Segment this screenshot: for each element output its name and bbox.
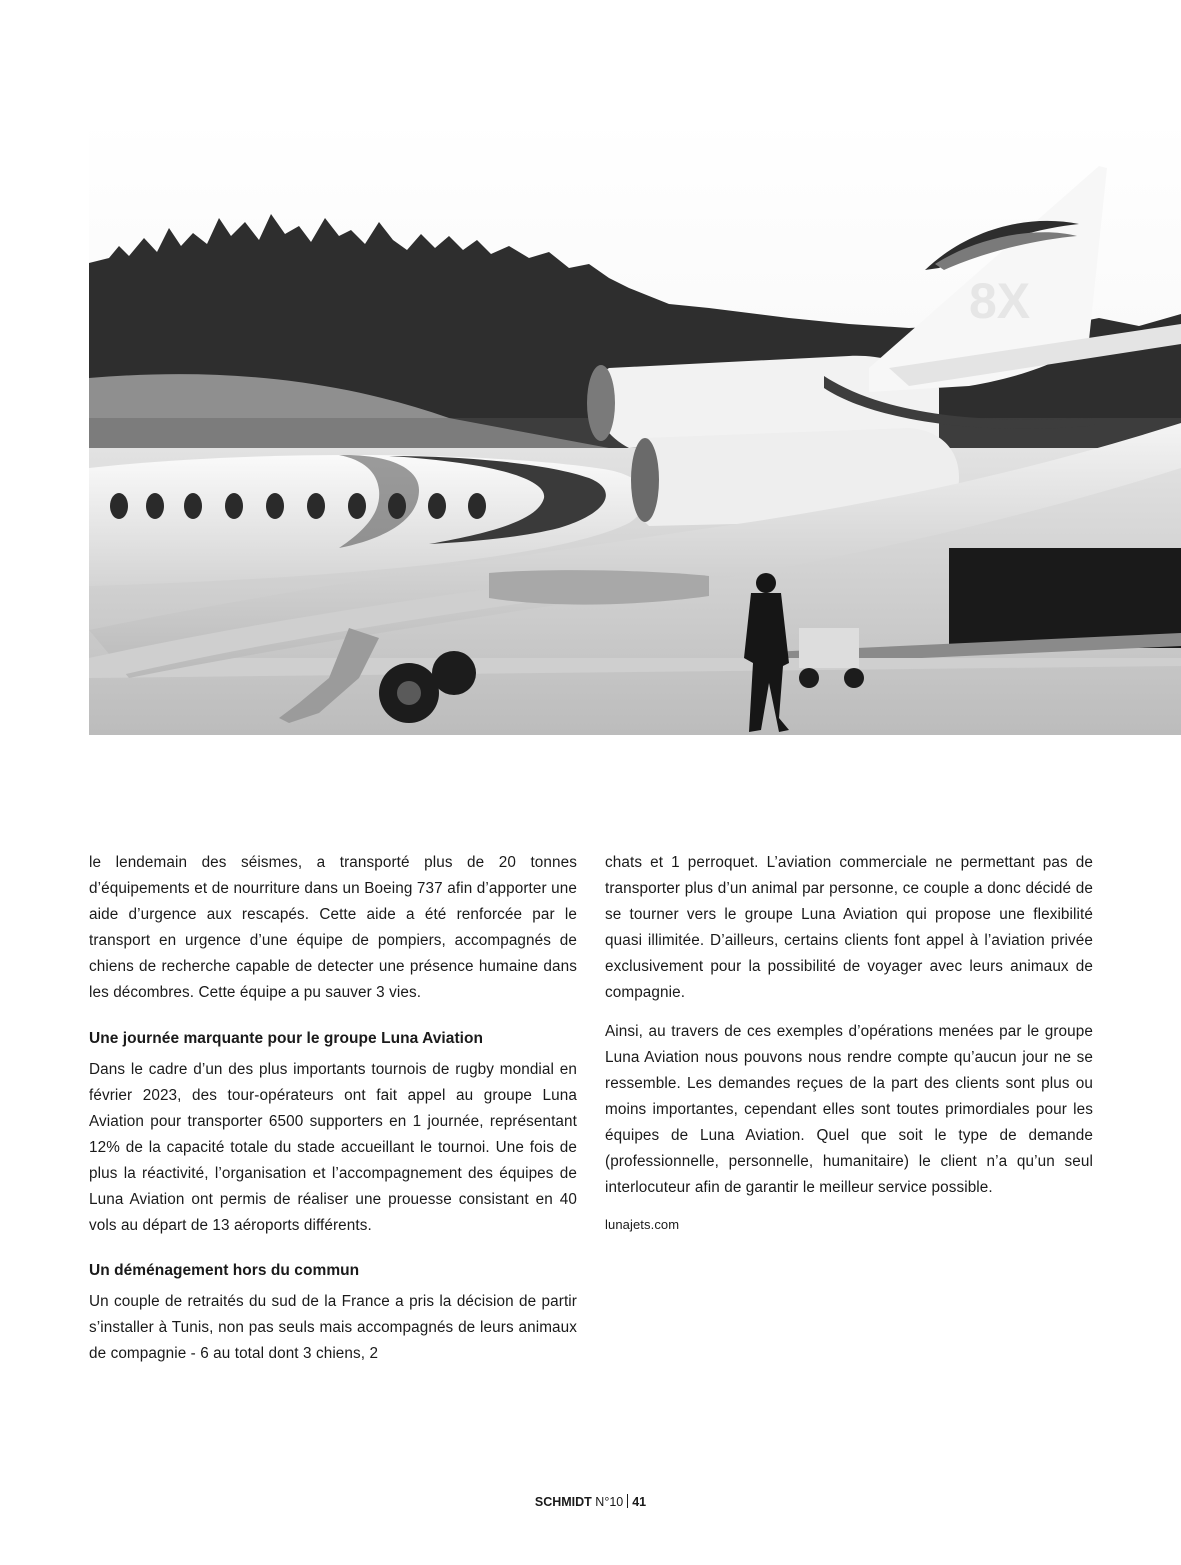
- paragraph: Un couple de retraités du sud de la France a pris la décision de partir s’installer à Tunis, non pas seuls mais accompagnés de leurs animaux de compagnie - 6 au total dont 3 chiens, 2: [89, 1293, 577, 1363]
- jet-photo: [89, 118, 1181, 735]
- section-heading: Une journée marquante pour le groupe Luna Aviation: [89, 1029, 484, 1047]
- tail-marking: 8X: [969, 273, 1031, 329]
- paragraph: Dans le cadre d’un des plus importants tournois de rugby mondial en février 2023, des tour-opérateurs ont fait appel au groupe Luna Aviation pour transporter 6500 supporters en 1 journée, représentant 12% de la capacité totale du stade accueillant le tournoi. Une fois de plus la réactivité, l’organisation et l’accompagnement des équipes de Luna Aviation ont permis de réaliser une prouesse consistant en 40 vols au départ de 13 aéroports différents.: [89, 1060, 577, 1235]
- page-footer: [0, 1493, 1181, 1511]
- article-left-column: [89, 850, 577, 1368]
- section-heading: Un déménagement hors du commun: [89, 1262, 360, 1280]
- article-right-column: [605, 850, 1093, 1235]
- private-jet-illustration: [89, 118, 1181, 735]
- source-link[interactable]: lunajets.com: [605, 1217, 680, 1233]
- paragraph: Ainsi, au travers de ces exemples d’opérations menées par le groupe Luna Aviation nous pouvons nous rendre compte qu’aucun jour ne se ressemble. Les demandes reçues de la part des clients sont plus ou moins importantes, cependant elles sont toutes primordiales pour les équipes de Luna Aviation. Quel que soit le type de demande (professionnelle, personnelle, humanitaire) le client n’a qu’un seul interlocuteur afin de garantir le meilleur service possible.: [605, 1022, 1093, 1197]
- divider: [627, 1494, 628, 1508]
- magazine-name: SCHMIDT: [534, 1495, 592, 1509]
- paragraph: le lendemain des séismes, a transporté plus de 20 tonnes d’équipements et de nourriture dans un Boeing 737 afin d’apporter une aide d’urgence aux rescapés. Cette aide a été renforcée par le transport en urgence d’une équipe de pompiers, accompagnés de chiens de recherche capable de detecter une présence humaine dans les décombres. Cette équipe a pu sauver 3 vies.: [89, 854, 577, 1002]
- issue-number: N°10: [595, 1495, 624, 1509]
- paragraph: chats et 1 perroquet. L’aviation commerciale ne permettant pas de transporter plus d’un animal par personne, ce couple a donc décidé de se tourner vers le groupe Luna Aviation qui propose une flexibilité quasi illimitée. D’ailleurs, certains clients font appel à l’aviation privée exclusivement pour la possibilité de voyager avec leurs animaux de compagnie.: [605, 854, 1093, 1002]
- page-number: 41: [632, 1495, 647, 1509]
